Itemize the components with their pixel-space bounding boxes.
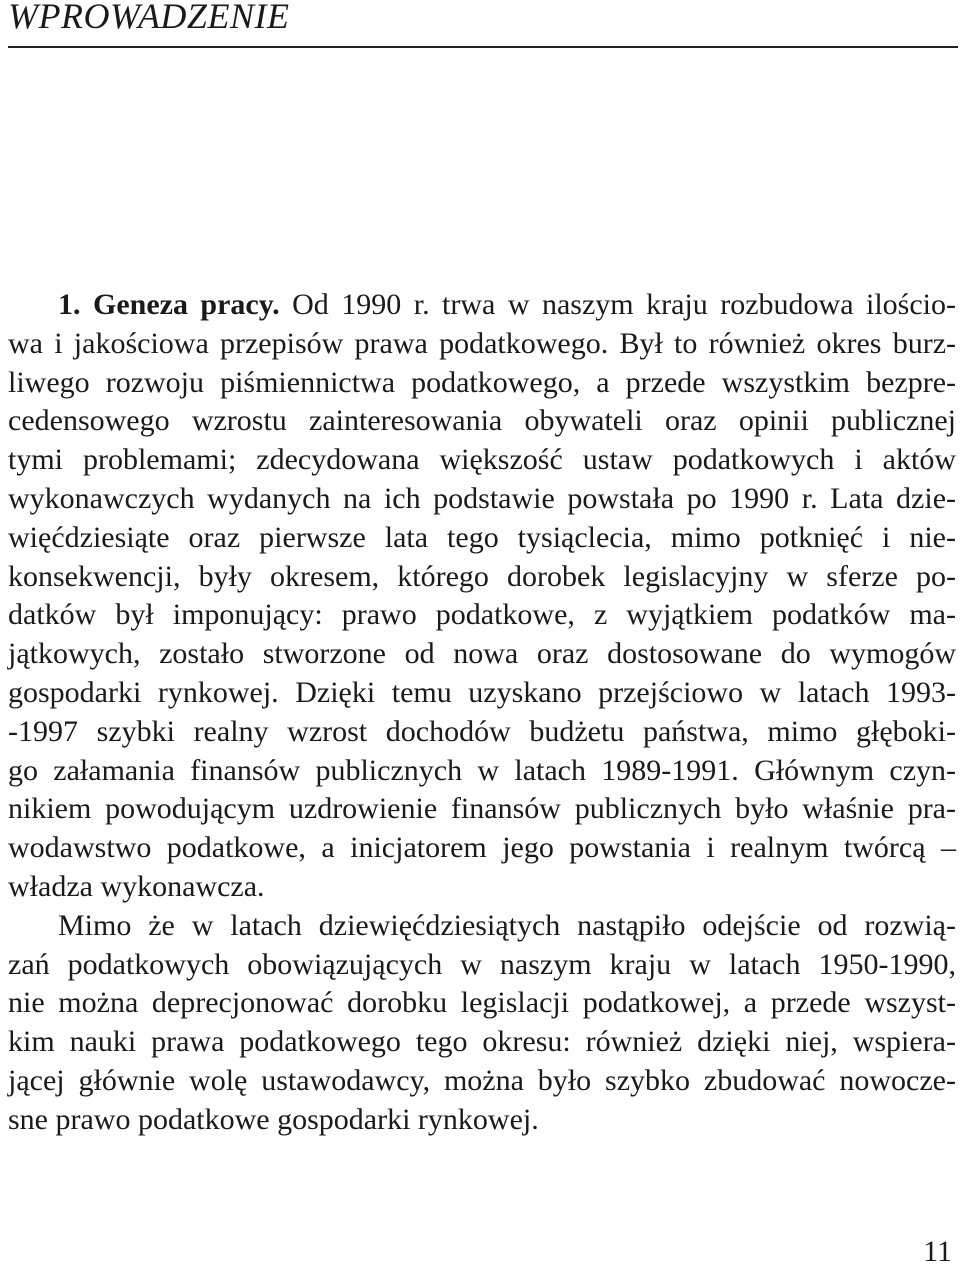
paragraph-line: konsekwencji, były okresem, którego dorobek legislacyjny w sferze po-: [8, 559, 956, 593]
paragraph-line: Mimo że w latach dziewięćdziesiątych nastąpiło odejście od rozwią-: [58, 908, 956, 942]
paragraph-line: sne prawo podatkowe gospodarki rynkowej.: [8, 1102, 539, 1136]
paragraph-line: gospodarki rynkowej. Dzięki temu uzyskano przejściowo w latach 1993-: [8, 675, 956, 709]
body-text: [8, 286, 956, 1140]
paragraph-line: więćdziesiąte oraz pierwsze lata tego tysiąclecia, mimo potknięć i nie-: [8, 520, 956, 554]
paragraph-line: zań podatkowych obowiązujących w naszym kraju w latach 1950-1990,: [8, 947, 956, 981]
paragraph-line: jącej głównie wolę ustawodawcy, można było szybko zbudować nowocze-: [8, 1063, 956, 1097]
running-header: [8, 0, 958, 48]
page-number: 11: [923, 1235, 952, 1268]
header-title: WPROWADZENIE: [8, 0, 290, 36]
paragraph-line: nikiem powodującym uzdrowienie finansów publicznych było właśnie pra-: [8, 792, 956, 826]
paragraph-line: wa i jakościowa przepisów prawa podatkowego. Był to również okres burz-: [8, 326, 956, 360]
paragraph-line: władza wykonawcza.: [8, 869, 265, 903]
section-heading: 1. Geneza pracy.: [58, 288, 280, 321]
paragraph-line: nie można deprecjonować dorobku legislacji podatkowej, a przede wszyst-: [8, 986, 956, 1020]
paragraph-line: wodawstwo podatkowe, a inicjatorem jego powstania i realnym twórcą –: [8, 831, 956, 865]
paragraph-line: tymi problemami; zdecydowana większość ustaw podatkowych i aktów: [8, 443, 956, 477]
paragraph-line: wykonawczych wydanych na ich podstawie powstała po 1990 r. Lata dzie-: [8, 481, 956, 515]
paragraph-line: cedensowego wzrostu zainteresowania obywateli oraz opinii publicznej: [8, 404, 956, 438]
paragraph-line: datków był imponujący: prawo podatkowe, z wyjątkiem podatków ma-: [8, 598, 956, 632]
paragraph-line: liwego rozwoju piśmiennictwa podatkowego, a przede wszystkim bezpre-: [8, 365, 956, 399]
paragraph-line: jątkowych, zostało stworzone od nowa oraz dostosowane do wymogów: [8, 637, 956, 671]
paragraph-line: -1997 szybki realny wzrost dochodów budżetu państwa, mimo głęboki-: [8, 714, 956, 748]
paragraph-line: 1. Geneza pracy. Od 1990 r. trwa w naszym kraju rozbudowa ilościo-: [58, 288, 956, 321]
paragraph-line: kim nauki prawa podatkowego tego okresu: również dzięki niej, wspiera-: [8, 1025, 956, 1059]
paragraph-line: go załamania finansów publicznych w latach 1989-1991. Głównym czyn-: [8, 753, 956, 787]
